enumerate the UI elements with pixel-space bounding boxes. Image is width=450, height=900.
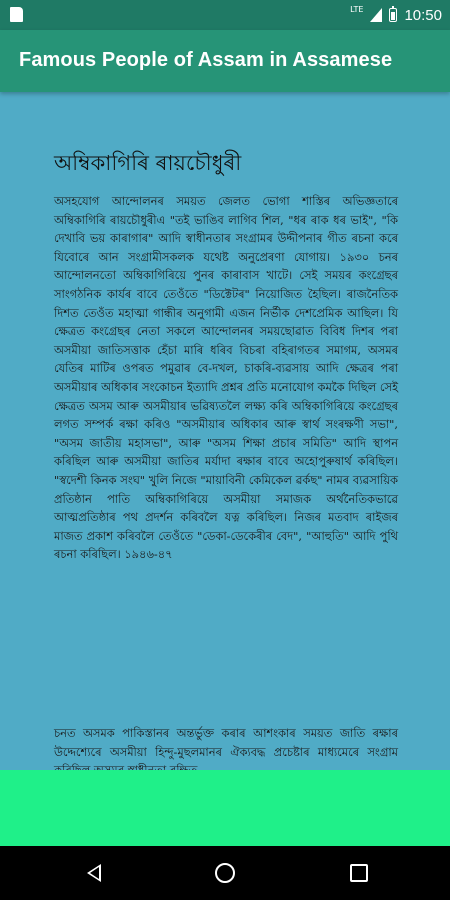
back-icon <box>87 864 101 882</box>
bottom-banner <box>0 770 450 846</box>
recents-button[interactable] <box>345 859 373 887</box>
navigation-bar <box>0 846 450 900</box>
home-button[interactable] <box>211 859 239 887</box>
app-bar <box>0 30 450 92</box>
recents-icon <box>350 864 368 882</box>
status-indicators <box>350 0 442 30</box>
home-icon <box>215 863 235 883</box>
status-bar <box>0 0 450 30</box>
back-button[interactable] <box>80 859 108 887</box>
article-scroll-area[interactable] <box>0 92 450 770</box>
battery-icon <box>389 8 397 22</box>
article-heading: অম্বিকাগিৰি ৰায়চৌধুৰী <box>54 151 242 175</box>
sd-card-icon <box>10 7 23 22</box>
clock: 10:50 <box>404 6 442 24</box>
article-paragraph-continued: চনত অসমক পাকিস্তানৰ অন্তৰ্ভুক্ত কৰাৰ আশংকাৰ সময়ত জাতি ৰক্ষাৰ উদ্দেশ্যেৰে অসমীয়া হিন্দু-মুছলমানৰ ঐক্যবদ্ধ প্ৰচেষ্টাৰ মাধ্যমেৰে সংগ্ৰাম <box>54 726 398 759</box>
signal-icon <box>370 8 382 22</box>
network-type: LTE <box>350 5 364 14</box>
app-title: Famous People of Assam in Assamese <box>19 49 393 71</box>
article-paragraph: অসহযোগ আন্দোলনৰ সময়ত জেলত ভোগা শাস্তিৰ অভিজ্ঞতাৰে অম্বিকাগিৰি ৰায়চৌধুৰীএ "তই ভাঙিব লাগিব শিল, "ধৰ ৰাক ধৰ ভাই", "কি দেখাবি ভয় কাৰাগাৰ" আদি স্বাধীনতাৰ সংগ্ৰামৰ উদ্দীপনাৰ গীত ৰচনা কৰে যিবোৰে আন সংগ্ৰামীসকলক যথেষ্ট অনুপ্ৰেৰণা যোগায়। ১৯৩০ চনৰ আন্দোলনতো অম্বিকাগিৰিয়ে পুনৰ কাৰাবাস খাটে। সেই সময়ৰ কংগ্ৰেছৰ সাংগঠনিক কাৰ্যৰ বাবে তেওঁতে "ডিক্টেটৰ" নিয়োজিত হৈছিল। ৰাজনৈতিক দিশত তেওঁত মহাত্মা গান্ধীৰ অনুগামী এজন নিৰ্ভীক দেশপ্ৰেমিক আছিল। যি ক্ষেত্ৰত কংগ্ৰেছৰ নেতা সকলে আন্দোলনৰ সময়ছোৱাত বিবিধ দিশৰ পৰা অসমীয়া জাতিসত্তাক হেঁচা মাৰি ধৰিব বিচৰা বহিৰাগতৰ সমাগম, অসমৰ যেতিৰ মাটিৰ ওপৰত পমুৱাৰ বে-দখল, চাকৰি-ব্যৱসায় আদি ক্ষেত্ৰৰ পৰা অসমীয়াৰ অধিকাৰ সংকোচন ইত্যাদি প্ৰশ্নৰ প্ৰতি মনোযোগ কমকৈ দিছিল সেই ক্ষেত্ৰত অসম আৰু অসমীয়াৰ ভৱিষ্যতলৈ লক্ষ্য কৰি অম্বিকাগিৰিয়ে কংগ্ৰেছৰ লগত সম্পৰ্ক ৰক্ষা কৰিও "অসমীয়াৰ অধিকাৰ আৰু স্বাৰ্থ সংৰক্ষণী সভা", "অসম জাতীয় মহাসভা", আৰু "অসম শিক্ষা প্ৰচাৰ সমিতি" আদি স্থাপন কৰিছিল আৰু অসমীয়া জাতিৰ মৰ্যাদা ৰক্ষাৰ বাবে অহোপুৰুষাৰ্থ কৰিছিল। "স্বদেশী কিনক সংঘ" খুলি নিজে "মায়াবিনী কেমিকেল ৱৰ্কছ" নামৰ ব্যৱসায়িক প্ৰতিষ্ঠান পাতি অম্বিকাগিৰিয়ে অসমীয়া সমাজক অৰ্থনৈতিকভাৱে আত্মপ্ৰতিষ্ঠাৰ পথ প্ৰদৰ্শন কৰিবলৈ যত্ন কৰিছিল। নিজৰ মতবাদ ৰাইজৰ মাজত প্ৰকাশ কৰিবলৈ তেওঁতে "ডেকা-ডেকেৰীৰ বেদ", "আহুতি" আদি পুথি ৰচনা কৰিছিল। ১৯৪৬-৪৭ <box>54 194 398 562</box>
